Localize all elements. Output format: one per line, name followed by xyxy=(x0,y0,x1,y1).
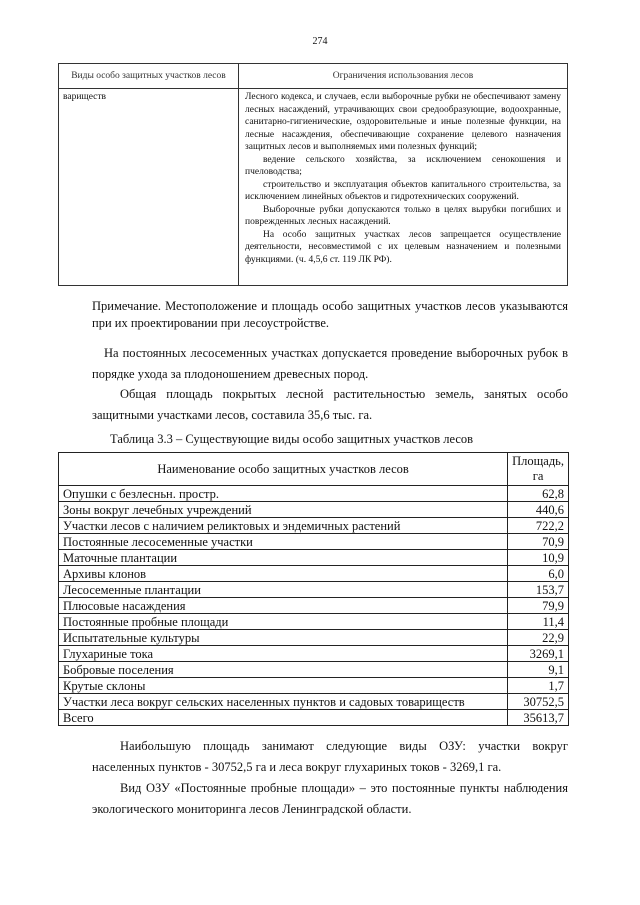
area-value: 1,7 xyxy=(508,678,569,694)
table-row xyxy=(59,710,569,726)
table-row xyxy=(59,662,569,678)
paragraph: На постоянных лесосеменных участках допускается проведение выборочных рубок в порядке ухода за плодоношением древесных пород. xyxy=(92,346,568,381)
area-type-name: Бобровые поселения xyxy=(59,662,508,678)
table-row xyxy=(59,502,569,518)
area-value: 9,1 xyxy=(508,662,569,678)
area-value: 79,9 xyxy=(508,598,569,614)
table-row xyxy=(59,582,569,598)
restriction-text: На особо защитных участках лесов запрещается осуществление деятельности, несовместимой с их целевым назначением и полезными функциями. (ч. 4,5,6 ст. 119 ЛК РФ). xyxy=(245,229,561,265)
restriction-text: строительство и эксплуатация объектов капитального строительства, за исключением линейных объектов и гидротехнических сооружений. xyxy=(245,179,561,202)
area-type-name: Опушки с безлесньн. простр. xyxy=(59,486,508,502)
table-header-row xyxy=(59,453,569,486)
header-restrictions: Ограничения использования лесов xyxy=(239,64,568,89)
area-type-name: Лесосеменные плантации xyxy=(59,582,508,598)
area-type-name: Архивы клонов xyxy=(59,566,508,582)
area-value: 30752,5 xyxy=(508,694,569,710)
area-value: 11,4 xyxy=(508,614,569,630)
restriction-text: Лесного кодекса, и случаев, если выборочные рубки не обеспечивают замену лесных насаждений, утрачивающих свои средообразующие, водоохранные, санитарно-гигиенические, оздоровительные и иные полезные функции, на лесные насаждения, обеспечивающие сохранение целевого назначения защитных лесов и выполняемых ими полезных функций; xyxy=(245,92,561,152)
paragraph: Наибольшую площадь занимают следующие виды ОЗУ: участки вокруг населенных пунктов - 30752,5 га и леса вокруг глухариных токов - 3269,1 га. xyxy=(92,739,568,774)
area-type-name: Крутые склоны xyxy=(59,678,508,694)
note: Примечание. Местоположение и площадь особо защитных участков лесов указываются при их проектировании при лесоустройстве. xyxy=(92,299,568,330)
table-row xyxy=(59,646,569,662)
table-row xyxy=(59,614,569,630)
restriction-text: ведение сельского хозяйства, за исключением сенокошения и пчеловодства; xyxy=(245,154,561,177)
area-value: 153,7 xyxy=(508,582,569,598)
table-row xyxy=(59,518,569,534)
table-body xyxy=(59,486,569,726)
restriction-text: Выборочные рубки допускаются только в целях вырубки погибших и поврежденных лесных насаждений. xyxy=(245,204,561,227)
area-value: 6,0 xyxy=(508,566,569,582)
area-type-name: Испытательные культуры xyxy=(59,630,508,646)
area-type-name: Плюсовые насаждения xyxy=(59,598,508,614)
table-row xyxy=(59,630,569,646)
table-row xyxy=(59,678,569,694)
area-value: 10,9 xyxy=(508,550,569,566)
area-value: 22,9 xyxy=(508,630,569,646)
area-type-name: Глухариные тока xyxy=(59,646,508,662)
area-type-name: Участки лесов с наличием реликтовых и эндемичных растений xyxy=(59,518,508,534)
table-row xyxy=(59,486,569,502)
header-name: Наименование особо защитных участков лесов xyxy=(59,453,508,486)
table-row xyxy=(59,534,569,550)
area-value: 35613,7 xyxy=(508,710,569,726)
area-value: 62,8 xyxy=(508,486,569,502)
area-type-name: Всего xyxy=(59,710,508,726)
header-protective-areas: Виды особо защитных участков лесов xyxy=(59,64,239,89)
row-label: вариществ xyxy=(59,89,239,286)
restrictions-table xyxy=(58,63,568,286)
restrictions-table-row xyxy=(59,89,568,286)
protective-areas-table xyxy=(58,452,569,726)
paragraph: Вид ОЗУ «Постоянные пробные площади» – это постоянные пункты наблюдения экологического мониторинга лесов Ленинградской области. xyxy=(92,781,568,816)
area-type-name: Постоянные лесосеменные участки xyxy=(59,534,508,550)
table-row xyxy=(59,550,569,566)
area-type-name: Постоянные пробные площади xyxy=(59,614,508,630)
area-value: 70,9 xyxy=(508,534,569,550)
area-type-name: Зоны вокруг лечебных учреждений xyxy=(59,502,508,518)
restrictions-cell xyxy=(239,89,568,286)
paragraph: Общая площадь покрытых лесной растительностью земель, занятых особо защитными участками лесов, составила 35,6 тыс. га. xyxy=(92,387,568,422)
table-caption: Таблица 3.3 – Существующие виды особо защитных участков лесов xyxy=(110,432,474,446)
restrictions-table-header xyxy=(59,64,568,89)
area-value: 722,2 xyxy=(508,518,569,534)
area-value: 440,6 xyxy=(508,502,569,518)
header-area: Площадь, га xyxy=(508,453,569,486)
page-number: 274 xyxy=(312,36,328,47)
area-value: 3269,1 xyxy=(508,646,569,662)
table-row xyxy=(59,566,569,582)
area-type-name: Маточные плантации xyxy=(59,550,508,566)
area-type-name: Участки леса вокруг сельских населенных пунктов и садовых товариществ xyxy=(59,694,508,710)
table-row xyxy=(59,694,569,710)
table-row xyxy=(59,598,569,614)
